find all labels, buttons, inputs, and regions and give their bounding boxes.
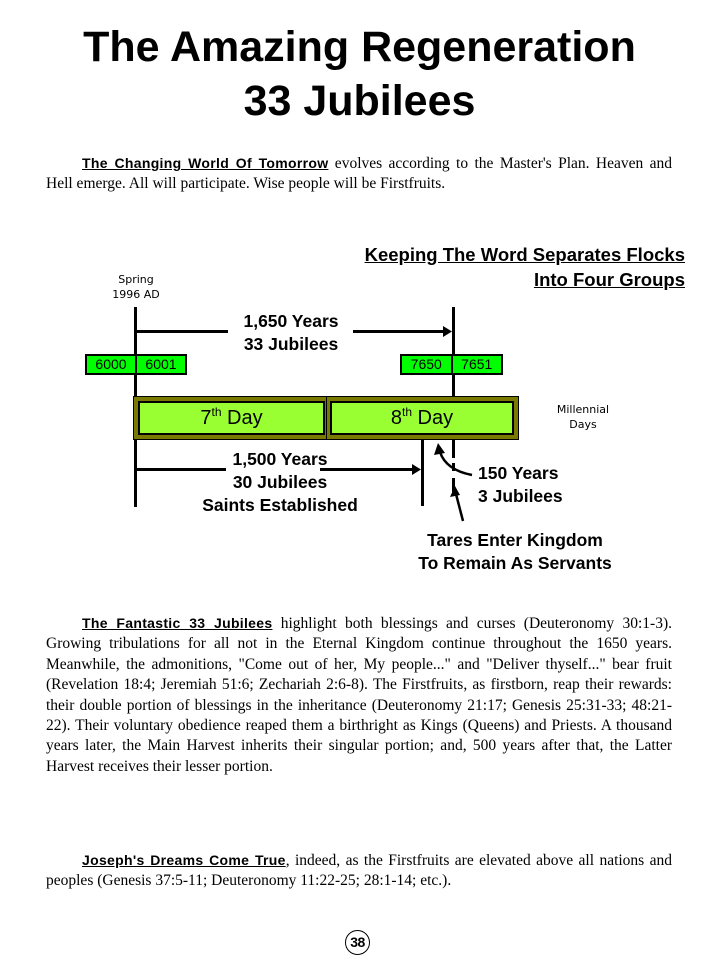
span-tares-years: 150 Years	[478, 463, 559, 483]
jubilees-lead-heading: The Fantastic 33 Jubilees	[82, 615, 273, 631]
day-8-suffix: th	[401, 405, 412, 419]
page-title-line-1: The Amazing Regeneration	[83, 23, 636, 71]
year-7650: 7650	[410, 356, 442, 372]
year-6001: 6001	[135, 356, 185, 373]
year-6000: 6000	[95, 356, 127, 372]
span-total-jubilees: 33 Jubilees	[243, 334, 339, 354]
jubilees-text: highlight both blessings and curses (Deuteronomy 30:1-3). Growing tribulations for all not in the Eternal Kingdom continue throughout the 1650 years. Meanwhile, the admonitions, "Come out of her, My people..." and "Deliver thyself..." bear fruit (Revelation 18:4; Jeremiah 51:6; Zechariah 2:6-8). The Firstfruits, as firstborn, reap their rewards: their double portion of blessings in the inheritance (Deuteronomy 21:17; Genesis 25:31-33; 48:21-22). Their voluntary obedience reaped them a birthright as Kings (Queens) and Priests. A thousand years later, the Main Harvest inherits their singular portion; and, 500 years after that, the Latter Harvest receives their lesser portion.	[46, 615, 672, 775]
joseph-text: , indeed, as the Firstfruits are elevated above all nations and peoples (Genesis 37:5-11; Deuteronomy 11:22-25; 28:1-14; etc.).	[46, 852, 672, 890]
caption-line-1: Millennial	[556, 403, 610, 416]
tares-caption-line-1: Tares Enter Kingdom	[427, 530, 603, 550]
page-title-line-2: 33 Jubilees	[243, 77, 476, 125]
day-8-word: Day	[412, 407, 454, 429]
day-7-suffix: th	[211, 405, 222, 419]
page-number: 38	[345, 930, 370, 955]
curved-arrowhead-icon	[434, 443, 445, 455]
span-saints-jubilees: 30 Jubilees	[232, 472, 328, 492]
start-season: Spring	[118, 273, 154, 286]
day-7-number: 7	[200, 407, 212, 429]
caption-line-2: Days	[569, 418, 597, 431]
tares-pointer-line	[456, 494, 463, 521]
day-7-word: Day	[221, 407, 263, 429]
span-tares-jubilees: 3 Jubilees	[478, 486, 563, 506]
day-8-number: 8	[390, 407, 402, 429]
joseph-lead-heading: Joseph's Dreams Come True	[82, 852, 286, 868]
diagram-heading-line-2: Into Four Groups	[533, 269, 685, 290]
tares-pointer-arrowhead-icon	[450, 486, 460, 497]
intro-text: evolves according to the Master's Plan. Heaven and Hell emerge. All will participate. Wise people will be Firstfruits.	[46, 155, 672, 193]
arrowhead-total-icon	[443, 326, 452, 337]
span-total-years: 1,650 Years	[243, 311, 339, 331]
arrowhead-saints-icon	[412, 464, 421, 475]
intro-lead-heading: The Changing World Of Tomorrow	[82, 155, 329, 171]
diagram-heading-line-1: Keeping The Word Separates Flocks	[364, 244, 685, 265]
jubilees-paragraph	[46, 613, 672, 777]
span-saints-caption: Saints Established	[202, 495, 358, 515]
tares-caption-line-2: To Remain As Servants	[418, 553, 612, 573]
start-year: 1996 AD	[112, 288, 160, 301]
curved-arrow-tares	[440, 452, 472, 475]
joseph-paragraph	[46, 850, 672, 892]
year-7651: 7651	[451, 356, 502, 373]
span-saints-years: 1,500 Years	[232, 449, 328, 469]
